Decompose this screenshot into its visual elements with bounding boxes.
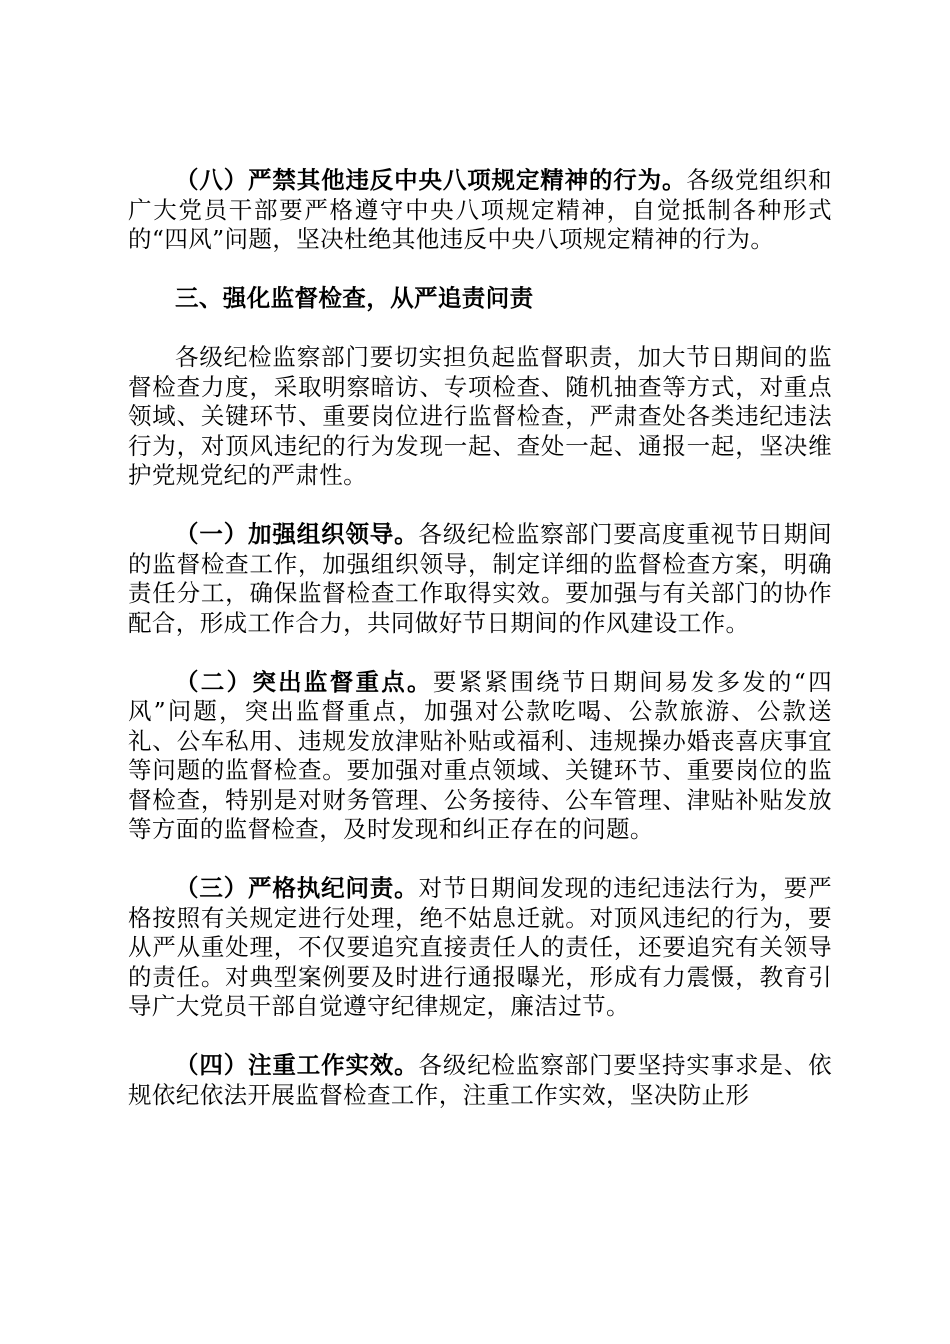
paragraph-body: 各级纪检监察部门要坚持实事求是、依规依纪依法开展监督检查工作，注重工作实效，坚决防止形	[128, 1051, 832, 1109]
paragraph-lead: （四）注重工作实效。	[175, 1051, 419, 1079]
paragraph-lead: （八）严禁其他违反中央八项规定精神的行为。	[175, 166, 687, 194]
paragraph-strict-accountability	[128, 874, 832, 1022]
paragraph-body: 要紧紧围绕节日期间易发多发的“四风”问题，突出监督重点，加强对公款吃喝、公款旅游、公款送礼、公车私用、违规发放津贴补贴或福利、违规操办婚丧喜庆事宜等问题的监督检查。要加强对重点领域、关键环节、重要岗位的监督检查，特别是对财务管理、公务接待、公车管理、津贴补贴发放等方面的监督检查，及时发现和纠正存在的问题。	[128, 667, 833, 843]
paragraph-body: 各级纪检监察部门要切实担负起监督职责，加大节日期间的监督检查力度，采取明察暗访、专项检查、随机抽查等方式，对重点领域、关键环节、重要岗位进行监督检查，严肃查处各类违纪违法行为，对顶风违纪的行为发现一起、查处一起、通报一起，坚决维护党规党纪的严肃性。	[128, 343, 832, 489]
paragraph-lead: （二）突出监督重点。	[175, 667, 433, 696]
paragraph-lead: （三）严格执纪问责。	[175, 874, 419, 902]
document-page	[128, 166, 832, 1140]
paragraph-supervision-intro	[128, 343, 832, 491]
paragraph-body: 各级纪检监察部门要高度重视节日期间的监督检查工作，加强组织领导，制定详细的监督检查方案，明确责任分工，确保监督检查工作取得实效。要加强与有关部门的协作配合，形成工作合力，共同做好节日期间的作风建设工作。	[128, 520, 832, 637]
paragraph-body: 对节日期间发现的违纪违法行为，要严格按照有关规定进行处理，绝不姑息迁就。对顶风违纪的行为，要从严从重处理，不仅要追究直接责任人的责任，还要追究有关领导的责任。对典型案例要及时进行通报曝光，形成有力震慑，教育引导广大党员干部自觉遵守纪律规定，廉洁过节。	[128, 874, 832, 1020]
paragraph-supervision-focus	[128, 668, 832, 845]
paragraph-organization-leadership	[128, 520, 832, 638]
paragraph-lead: （一）加强组织领导。	[175, 520, 419, 548]
section-heading: 三、强化监督检查，从严追责问责	[175, 284, 534, 312]
paragraph-ban-other-violations	[128, 166, 832, 255]
paragraph-body: 各级党组织和广大党员干部要严格遵守中央八项规定精神，自觉抵制各种形式的“四风”问题，坚决杜绝其他违反中央八项规定精神的行为。	[128, 166, 832, 253]
paragraph-work-effectiveness	[128, 1051, 832, 1110]
